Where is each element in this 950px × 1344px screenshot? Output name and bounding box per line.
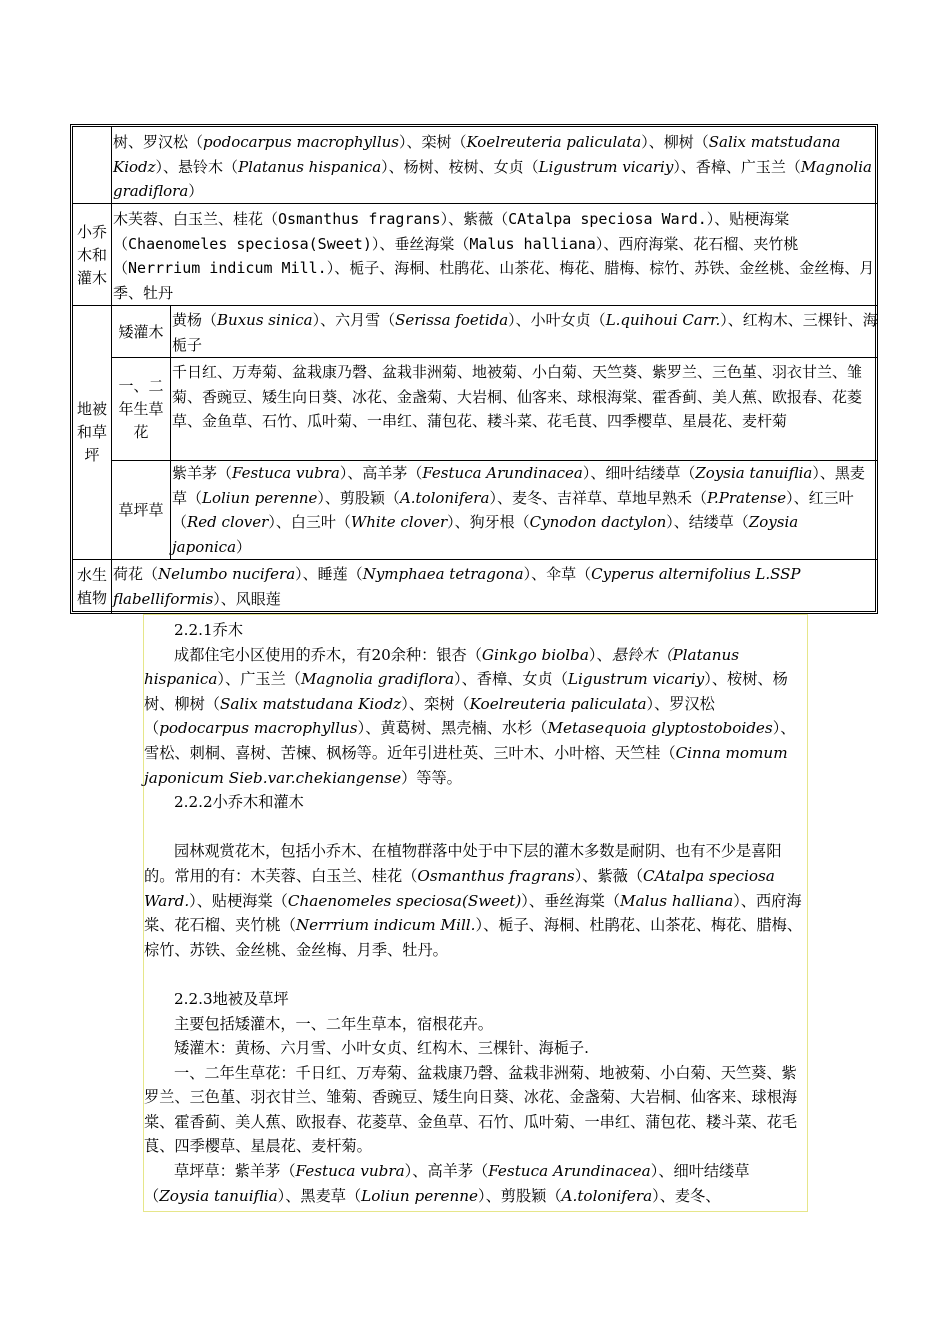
shrubs-label: 小乔木和灌木 bbox=[76, 222, 107, 287]
groundcover-label: 地被和草坪 bbox=[76, 399, 107, 464]
lawn-grass-cell: 紫羊茅（Festuca vubra）、高羊茅（Festuca Arundinacea）、细叶结缕草（Zoysia tanuiflia）、黑麦草（Loliun perenne）、剪股颖（A.tolonifera）、麦冬、吉祥草、草地早熟禾（P.Pratense）、红三叶（Red clover）、白三叶（White clover）、狗牙根（Cynodon dactylon）、结缕草（Zoysia japonica） bbox=[172, 464, 865, 556]
heading-groundcover: 2.2.3地被及草坪 bbox=[174, 989, 289, 1008]
paragraph-dwarf-shrubs: 矮灌木：黄杨、六月雪、小叶女贞、红构木、三棵针、海栀子. bbox=[174, 1039, 589, 1058]
annual-flowers-cell: 千日红、万寿菊、盆栽康乃磬、盆栽非洲菊、地被菊、小白菊、天竺葵、紫罗兰、三色堇、羽衣甘兰、雏菊、香豌豆、矮生向日葵、冰花、金盏菊、大岩桐、仙客来、球根海棠、霍香蓟、美人蕉、欧报春、花菱草、金鱼草、石竹、瓜叶菊、一串红、蒲包花、耧斗菜、花毛茛、四季樱草、星晨花、麦杆菊 bbox=[172, 363, 863, 431]
body-text-frame bbox=[143, 614, 808, 1212]
paragraph-shrubs: 园林观赏花木，包括小乔木、在植物群落中处于中下层的灌木多数是耐阴、也有不少是喜阳的。常用的有：木芙蓉、白玉兰、桂花（Osmanthus fragrans）、紫薇（CAtalpa speciosa Ward.）、贴梗海棠（Chaenomeles speciosa(Sweet)）、垂丝海棠（Malus halliana）、西府海棠、花石榴、夹竹桃（Nerrrium indicum Mill.）、栀子、海桐、杜鹃花、山茶花、梅花、腊梅、棕竹、苏铁、金丝桃、金丝梅、月季、牡丹。 bbox=[144, 842, 803, 959]
paragraph-annual-flowers: 一、二年生草花：千日红、万寿菊、盆栽康乃磬、盆栽非洲菊、地被菊、小白菊、天竺葵、紫罗兰、三色堇、羽衣甘兰、雏菊、香豌豆、矮生向日葵、冰花、金盏菊、大岩桐、仙客来、球根海棠、霍香蓟、美人蕉、欧报春、花菱草、金鱼草、石竹、瓜叶菊、一串红、蒲包花、耧斗菜、花毛茛、四季樱草、星晨花、麦杆菊。 bbox=[144, 1063, 798, 1156]
aquatic-cell: 荷花（Nelumbo nucifera）、睡莲（Nymphaea tetragona）、伞草（Cyperus alternifolius L.SSP flabelliformis）、风眼莲 bbox=[113, 565, 801, 608]
aquatic-label: 水生植物 bbox=[76, 566, 107, 607]
dwarf-shrub-label: 矮灌木 bbox=[118, 322, 164, 341]
lawn-grass-label: 草坪草 bbox=[118, 500, 164, 519]
paragraph-groundcover-intro: 主要包括矮灌木，一、二年生草本，宿根花卉。 bbox=[174, 1014, 493, 1033]
plant-table bbox=[70, 124, 878, 614]
heading-trees: 2.2.1乔木 bbox=[174, 621, 244, 639]
paragraph-trees: 成都住宅小区使用的乔木，有20余种：银杏（Ginkgo biolba）、悬铃木（Platanus hispanica）、广玉兰（Magnolia gradiflora）、香樟、女贞（Ligustrum vicariy）、桉树、杨树、柳树（Salix matstudana Kiodz）、栾树（Koelreuteria paliculata）、罗汉松（podocarpus macrophyllus）、黄葛树、黑壳楠、水杉（Metasequoia glyptostoboides）、雪松、刺桐、喜树、苦楝、枫杨等。近年引进杜英、三叶木、小叶榕、天竺桂（Cinna momum japonicum Sieb.var.chekiangense）等等。 bbox=[144, 645, 796, 787]
paragraph-lawn-grass: 草坪草：紫羊茅（Festuca vubra）、高羊茅（Festuca Arundinacea）、细叶结缕草（Zoysia tanuiflia）、黑麦草（Loliun perenne）、剪股颖（A.tolonifera）、麦冬、 bbox=[144, 1162, 750, 1205]
shrubs-cell: 木芙蓉、白玉兰、桂花（Osmanthus fragrans）、紫薇（CAtalpa speciosa Ward.）、贴梗海棠（Chaenomeles speciosa(Sweet)）、垂丝海棠（Malus halliana）、西府海棠、花石榴、夹竹桃（Nerrrium indicum Mill.）、栀子、海桐、杜鹃花、山茶花、梅花、腊梅、棕竹、苏铁、金丝桃、金丝梅、月季、牡丹 bbox=[113, 210, 875, 302]
dwarf-shrub-cell: 黄杨（Buxus sinica）、六月雪（Serissa foetida）、小叶女贞（L.quihoui Carr.）、红构木、三棵针、海栀子 bbox=[172, 311, 878, 354]
trees-continued-cell: 树、罗汉松（podocarpus macrophyllus）、栾树（Koelreuteria paliculata）、柳树（Salix matstudana Kiodz）、悬铃木（Platanus hispanica）、杨树、桉树、女贞（Ligustrum vicariy）、香樟、广玉兰（Magnolia gradiflora） bbox=[113, 133, 872, 201]
annual-flowers-label: 一、二年生草花 bbox=[118, 376, 164, 441]
heading-shrubs: 2.2.2小乔木和灌木 bbox=[174, 793, 304, 812]
